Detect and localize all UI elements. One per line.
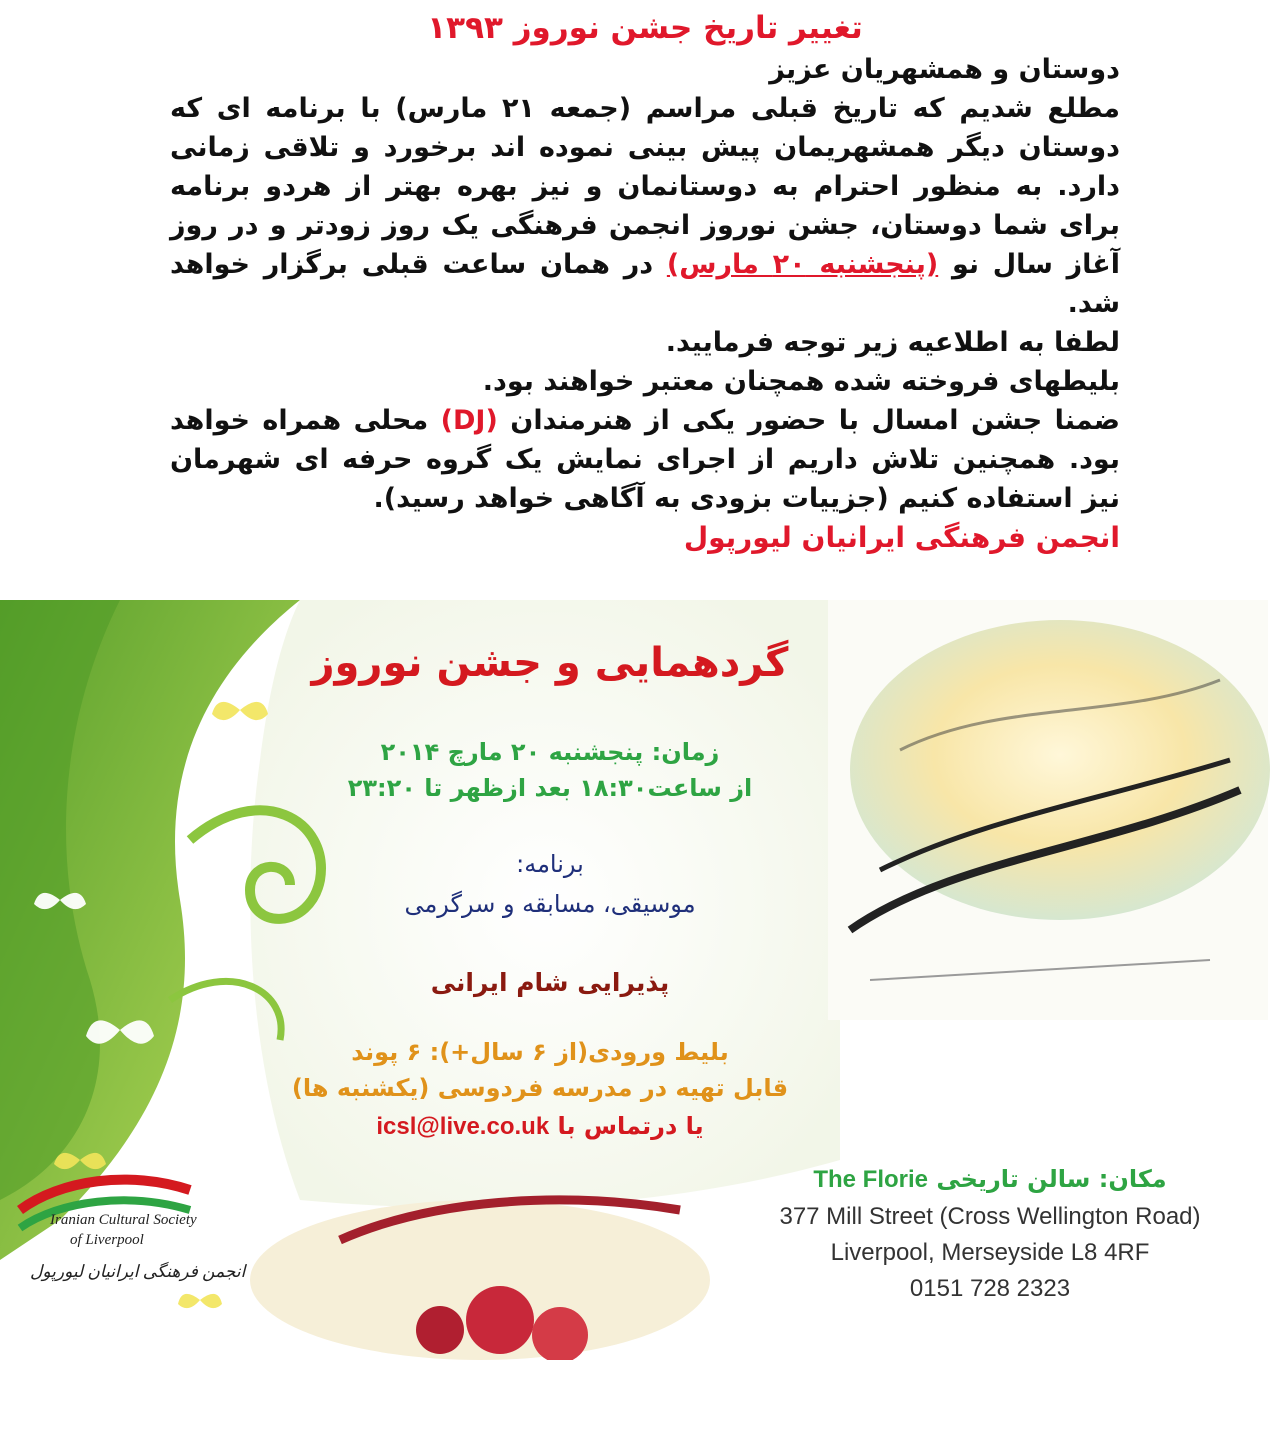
notice-p1-text: مطلع شدیم که تاریخ قبلی مراسم (جمعه ۲۱ مارس) با برنامه ای که دوستان دیگر همشهریمان پیش بینی نموده اند برخورد و تلاقی زمانی دارد. به منظور احترام به دوستانمان و نیز بهره بهتر از هردو برنامه برای شما دوستان، جشن نوروز انجمن فرهنگی یک روز زودتر و در روز آغاز سال نو bbox=[170, 93, 1121, 280]
notice-p4-text: ضمنا جشن امسال با حضور یکی از هنرمندان bbox=[497, 405, 1120, 436]
dinner-line: پذیرایی شام ایرانی bbox=[430, 968, 670, 997]
notice-dj: (DJ) bbox=[440, 405, 498, 436]
venue-phone: 0151 728 2323 bbox=[909, 1275, 1071, 1302]
venue-label-text: مکان: سالن تاریخی bbox=[936, 1165, 1167, 1193]
notice-greeting: دوستان و همشهریان عزیز bbox=[769, 54, 1120, 85]
program-label: برنامه: bbox=[516, 850, 584, 878]
event-hours: از ساعت۱۸:۳۰ بعد ازظهر تا ۲۳:۲۰ bbox=[347, 774, 753, 802]
notice-paragraph-1 bbox=[170, 89, 1120, 323]
event-poster bbox=[0, 600, 1287, 1441]
notice-p4-end: محلی همراه خواهد بود. همچنین تلاش داریم از اجرای نمایش یک گروه حرفه ای شهرمان نیز استفاده کنیم (جزییات بزودی به آگاهی خواهد رسید). bbox=[170, 405, 1120, 514]
notice-title: تغییر تاریخ جشن نوروز ۱۳۹۳ bbox=[427, 10, 863, 46]
notice-paragraph-3: بلیطهای فروخته شده همچنان معتبر خواهند بود. bbox=[482, 366, 1120, 397]
notice-block bbox=[170, 8, 1120, 558]
logo-text-en-1: Iranian Cultural Society bbox=[50, 1212, 197, 1228]
venue-label bbox=[740, 1160, 1240, 1199]
notice-paragraph-2: لطفا به اطلاعیه زیر توجه فرمایید. bbox=[665, 327, 1120, 358]
venue-block bbox=[740, 1160, 1240, 1307]
event-date: زمان: پنجشنبه ۲۰ مارچ ۲۰۱۴ bbox=[380, 738, 720, 766]
ticket-place: قابل تهیه در مدرسه فردوسی (یکشنبه ها) bbox=[291, 1074, 789, 1102]
poster-title: گردهمایی و جشن نوروز bbox=[311, 640, 789, 686]
venue-address-2: Liverpool, Merseyside L8 4RF bbox=[830, 1239, 1150, 1266]
logo-text-fa: انجمن فرهنگی ایرانیان لیورپول bbox=[30, 1262, 246, 1281]
contact-prefix: یا درتماس با bbox=[557, 1112, 704, 1140]
notice-p1-end: در همان ساعت قبلی برگزار خواهد شد. bbox=[170, 249, 1120, 319]
contact-line bbox=[270, 1112, 810, 1141]
notice-paragraph-4 bbox=[170, 401, 1120, 518]
logo-text-en-2: of Liverpool bbox=[70, 1232, 144, 1248]
contact-email-link[interactable]: icsl@live.co.uk bbox=[376, 1113, 550, 1140]
notice-signature: انجمن فرهنگی ایرانیان لیورپول bbox=[683, 521, 1120, 554]
ticket-price: بلیط ورودی(از ۶ سال+): ۶ پوند bbox=[351, 1038, 729, 1066]
venue-name: The Florie bbox=[813, 1166, 929, 1193]
notice-new-date: (پنجشنبه ۲۰ مارس) bbox=[666, 249, 939, 280]
program-items: موسیقی، مسابقه و سرگرمی bbox=[404, 890, 696, 918]
venue-address-1: 377 Mill Street (Cross Wellington Road) bbox=[779, 1203, 1201, 1230]
